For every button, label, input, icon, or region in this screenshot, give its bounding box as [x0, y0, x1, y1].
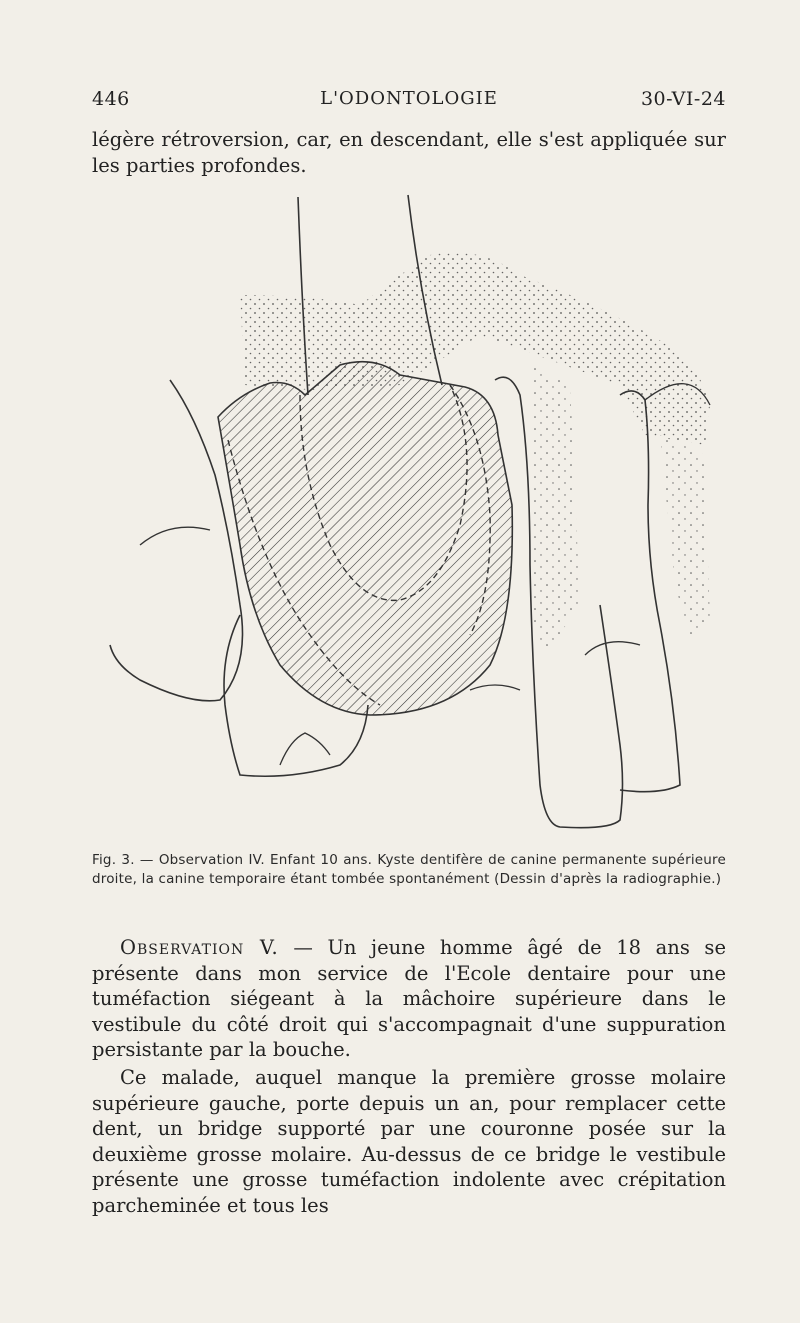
bone-stipple-right — [530, 365, 580, 655]
second-paragraph: Ce malade, auquel manque la première grosse molaire supérieure gauche, porte depuis un an, pour remplacer cette dent, un bridge supporté par une couronne posée sur la deuxième grosse molaire. Au-dessus de ce bridge le vestibule présente une grosse tuméfaction indolente avec crépitation parcheminée et tous les — [92, 1066, 726, 1217]
left-incisor-inner — [140, 527, 210, 545]
issue-date: 30-VI-24 — [640, 88, 726, 110]
observation-paragraph — [92, 935, 726, 1063]
right-tooth-inner — [585, 642, 640, 655]
cyst-hatched-area — [218, 362, 512, 715]
intro-paragraph: légère rétroversion, car, en descendant, elle s'est appliquée sur les parties profondes. — [92, 128, 726, 177]
lower-left-tooth-inner — [280, 733, 330, 765]
journal-title: L'ODONTOLOGIE — [320, 88, 498, 109]
observation-text: — Un jeune homme âgé de 18 ans se présente dans mon service de l'Ecole dentaire pour une tuméfaction siégeant à la mâchoire supérieure dans le vestibule du côté droit qui s'accompagnait d'une suppuration persistante par la bouche. — [92, 936, 726, 1061]
page-number: 446 — [92, 88, 130, 110]
figure-drawing — [100, 185, 720, 835]
bone-stipple-far-right — [660, 435, 710, 635]
observation-heading: Observation V. — [120, 936, 279, 959]
running-header — [92, 88, 726, 116]
figure-caption: Fig. 3. — Observation IV. Enfant 10 ans. Kyste dentifère de canine permanente supérieure droite, la canine temporaire étant tombée spontanément (Dessin d'après la radiographie.) — [92, 852, 726, 887]
premolar-inner — [470, 685, 520, 690]
